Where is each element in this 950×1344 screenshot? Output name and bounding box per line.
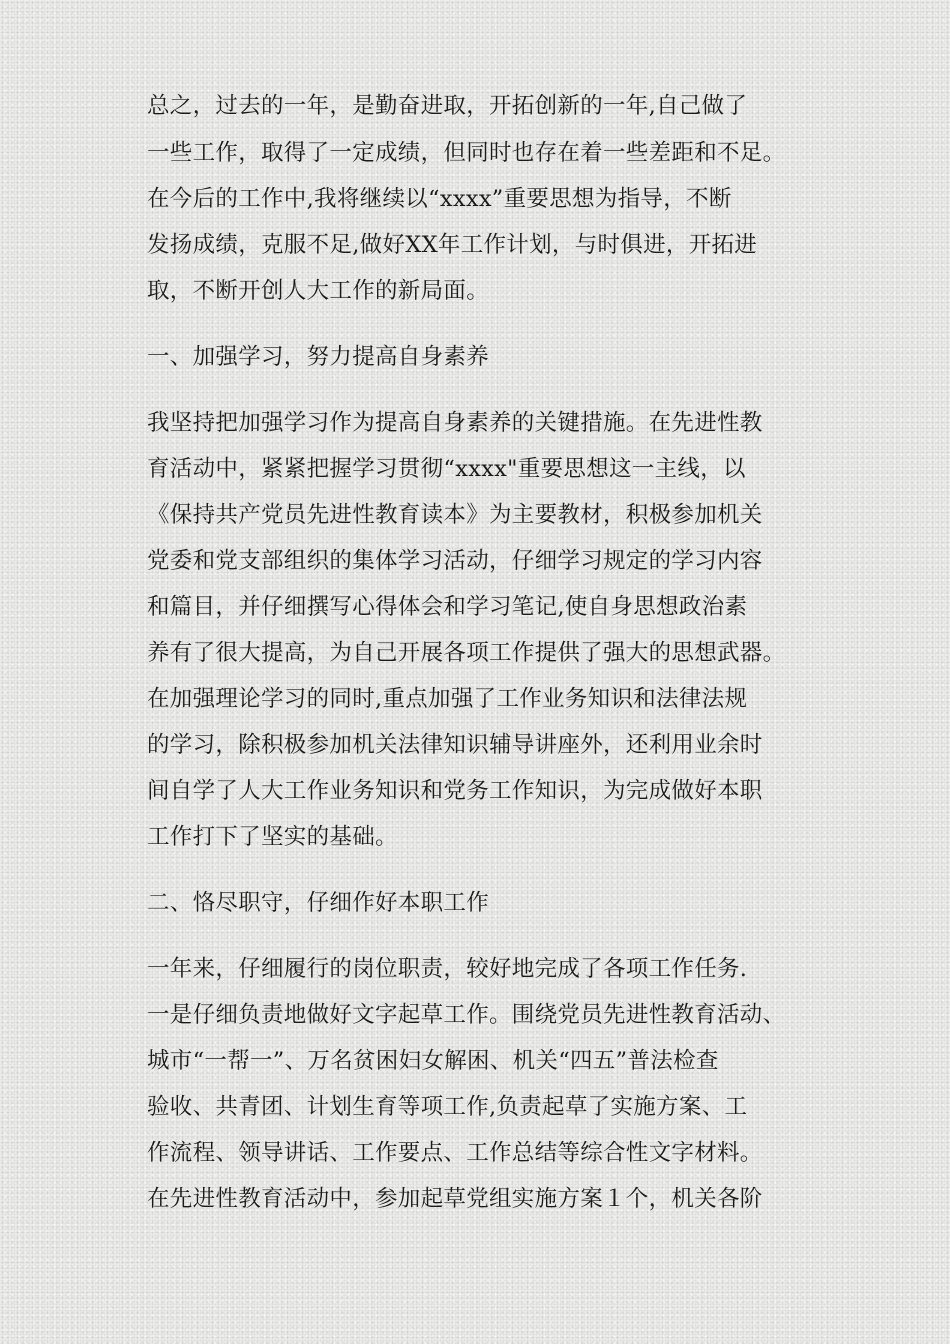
- text-line: 养有了很大提高，为自己开展各项工作提供了强大的思想武器。: [147, 640, 786, 666]
- text-line: 一年来，仔细履行的岗位职责，较好地完成了各项工作任务.: [147, 956, 748, 982]
- text-line: 取，不断开创人大工作的新局面。: [147, 278, 490, 304]
- text-line: 的学习，除积极参加机关法律知识辅导讲座外，还利用业余时: [147, 732, 763, 758]
- text-line: 育活动中，紧紧把握学习贯彻“xxxx"重要思想这一主线，以: [147, 456, 746, 482]
- text-line: 一是仔细负责地做好文字起草工作。围绕党员先进性教育活动、: [147, 1002, 786, 1028]
- text-line: 在今后的工作中,我将继续以“xxxx”重要思想为指导，不断: [147, 186, 732, 212]
- text-line: 发扬成绩，克服不足,做好XX年工作计划，与时俱进，开拓进: [147, 232, 758, 258]
- text-line: 间自学了人大工作业务知识和党务工作知识，为完成做好本职: [147, 778, 763, 804]
- text-line: 在加强理论学习的同时,重点加强了工作业务知识和法律法规: [147, 686, 748, 712]
- text-line: 验收、共青团、计划生育等项工作,负责起草了实施方案、工: [147, 1094, 748, 1120]
- text-line: 工作打下了坚实的基础。: [147, 824, 398, 850]
- text-line: 《保持共产党员先进性教育读本》为主要教材，积极参加机关: [147, 502, 763, 528]
- text-line: 和篇目，并仔细撰写心得体会和学习笔记,使自身思想政治素: [147, 594, 748, 620]
- text-line: 总之，过去的一年，是勤奋进取，开拓创新的一年,自己做了: [147, 93, 748, 119]
- text-line: 城市“一帮一”、万名贫困妇女解困、机关“四五”普法检查: [147, 1048, 719, 1074]
- text-line: 党委和党支部组织的集体学习活动，仔细学习规定的学习内容: [147, 548, 763, 574]
- section-heading: 一、加强学习，努力提高自身素养: [147, 344, 490, 370]
- text-line: 我坚持把加强学习作为提高自身素养的关键措施。在先进性教: [147, 410, 763, 436]
- section-heading: 二、恪尽职守，仔细作好本职工作: [147, 890, 490, 916]
- text-line: 作流程、领导讲话、工作要点、工作总结等综合性文字材料。: [147, 1140, 763, 1166]
- text-line: 一些工作，取得了一定成绩，但同时也存在着一些差距和不足。: [147, 140, 786, 166]
- text-line: 在先进性教育活动中，参加起草党组实施方案１个，机关各阶: [147, 1186, 763, 1212]
